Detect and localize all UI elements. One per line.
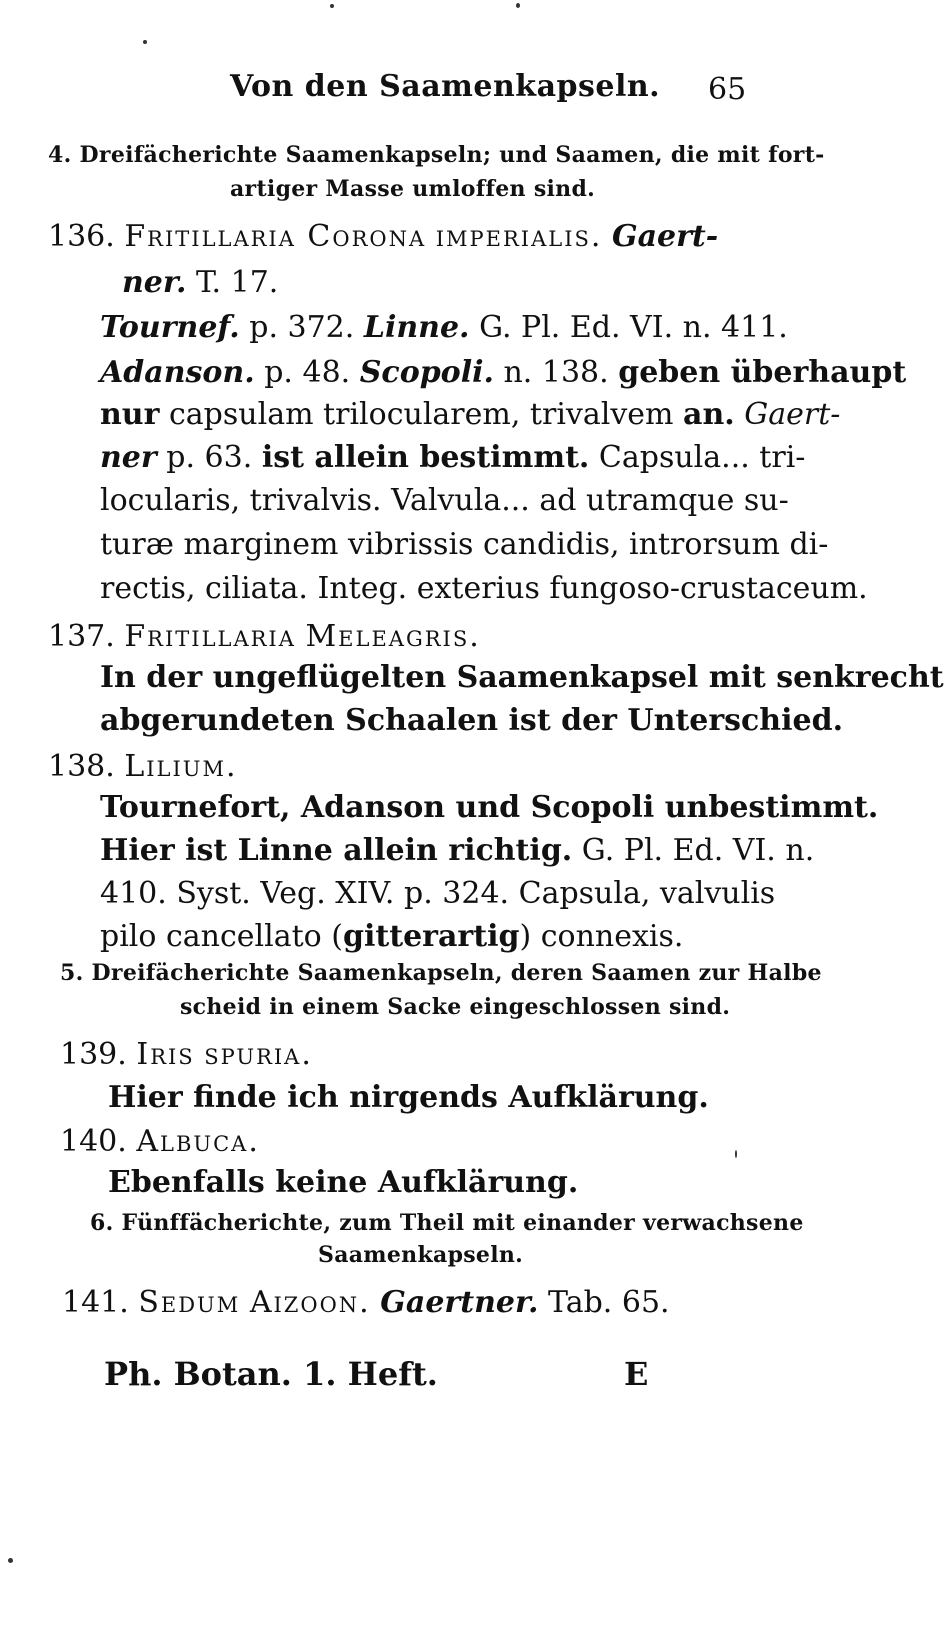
entry-140-line-1: Ebenfalls keine Aufklärung. <box>108 1165 579 1200</box>
entry-136-line-1: Tournef. p. 372. Linne. G. Pl. Ed. VI. n. 411. <box>100 310 788 345</box>
entry-140-heading: 140. Albuca. <box>60 1124 260 1159</box>
entry-136-line-6: turæ marginem vibrissis candidis, introrsum di- <box>100 527 829 562</box>
entry-138-line-3: 410. Syst. Veg. XIV. p. 324. Capsula, valvulis <box>100 876 776 911</box>
entry-141-heading: 141. Sedum Aizoon. Gaertner. Tab. 65. <box>62 1285 670 1320</box>
speck <box>8 1558 13 1563</box>
species-name: imperialis. <box>435 219 603 254</box>
page-number: 65 <box>708 72 747 107</box>
section-4-heading-cont: artiger Masse umloffen sind. <box>230 176 596 202</box>
entry-136-heading-cont: ner. T. 17. <box>122 265 279 300</box>
speck <box>143 40 147 44</box>
entry-136-line-4: ner p. 63. ist allein bestimmt. Capsula... tri- <box>100 440 806 475</box>
section-number: 4. <box>48 142 72 168</box>
speck <box>735 1150 737 1158</box>
section-5-heading-cont: scheid in einem Sacke eingeschlossen sind. <box>180 994 731 1020</box>
genus-name: Fritillaria Corona <box>124 219 427 254</box>
entry-137-line-2: abgerundeten Schaalen ist der Unterschied. <box>100 703 844 738</box>
author-name: Gaert- <box>611 219 719 254</box>
entry-138-line-1: Tournefort, Adanson und Scopoli unbestimmt. <box>100 790 879 825</box>
entry-136-heading <box>48 219 719 254</box>
section-title: Dreifächerichte Saamenkapseln; und Saamen, die mit fort- <box>79 142 825 168</box>
section-6-heading-cont: Saamenkapseln. <box>318 1242 524 1268</box>
entry-138-heading: 138. Lilium. <box>48 749 238 784</box>
signature-mark: Ph. Botan. 1. Heft. <box>104 1355 438 1393</box>
entry-136-line-5: locularis, trivalvis. Valvula... ad utramque su- <box>100 483 789 518</box>
entry-139-heading: 139. Iris spuria. <box>60 1037 313 1072</box>
entry-138-line-4: pilo cancellato (gitterartig) connexis. <box>100 919 684 954</box>
entry-138-line-2: Hier ist Linne allein richtig. G. Pl. Ed. VI. n. <box>100 833 815 868</box>
entry-139-line-1: Hier finde ich nirgends Aufklärung. <box>108 1080 709 1115</box>
entry-137-heading: 137. Fritillaria Meleagris. <box>48 619 481 654</box>
entry-137-line-1: In der ungeflügelten Saamenkapsel mit senkrecht <box>100 660 944 695</box>
section-4-heading <box>48 144 825 166</box>
section-6-heading: 6. Fünffächerichte, zum Theil mit einander verwachsene <box>90 1210 804 1236</box>
speck <box>330 4 334 8</box>
speck <box>516 3 520 8</box>
entry-number: 136. <box>48 219 115 254</box>
running-title: Von den Saamenkapseln. <box>230 69 661 104</box>
entry-136-line-3: nur capsulam trilocularem, trivalvem an. Gaert- <box>100 397 841 432</box>
section-5-heading: 5. Dreifächerichte Saamenkapseln, deren Saamen zur Halbe <box>60 960 822 986</box>
entry-136-line-2: Adanson. p. 48. Scopoli. n. 138. geben überhaupt <box>100 355 907 390</box>
entry-136-line-7: rectis, ciliata. Integ. exterius fungoso-crustaceum. <box>100 571 868 606</box>
sheet-mark: E <box>624 1355 649 1393</box>
